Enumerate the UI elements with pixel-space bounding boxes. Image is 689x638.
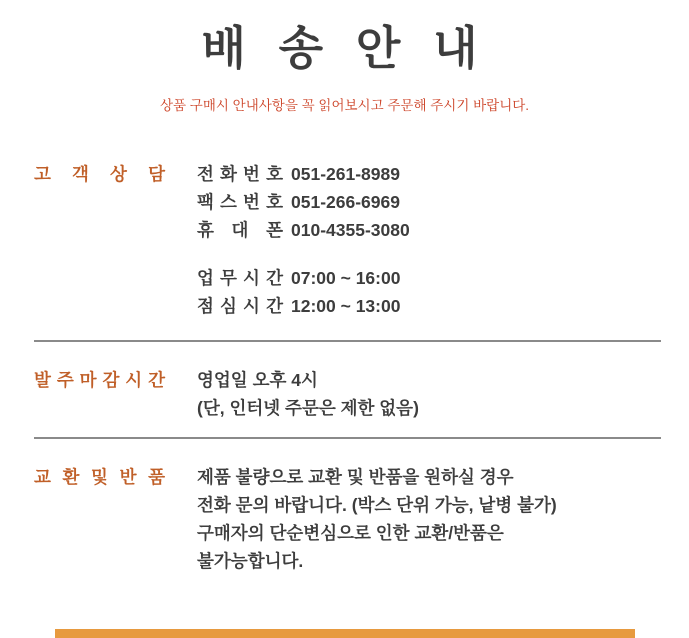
line-key: 업 무 시 간 (197, 268, 283, 288)
page-title: 배 송 안 내 (201, 22, 488, 74)
content-line (197, 292, 669, 320)
section-content-exchange-return (197, 463, 669, 575)
line-value: 010-4355-3080 (291, 220, 410, 240)
page-subtitle: 상품 구매시 안내사항을 꼭 읽어보시고 주문해 주시기 바랍니다. (159, 98, 530, 113)
section-label-order-deadline (34, 366, 197, 394)
line-value: 12:00 ~ 13:00 (291, 296, 401, 316)
section-exchange-return (0, 463, 689, 575)
line-key: 전 화 번 호 (197, 164, 283, 184)
content-line (197, 394, 669, 422)
section-label-text: 발 주 마 감 시 간 (34, 370, 165, 390)
section-content-order-deadline (197, 366, 669, 422)
content-line (197, 547, 669, 575)
content-line (197, 188, 669, 216)
line-key: 팩 스 번 호 (197, 192, 283, 212)
content-line (197, 264, 669, 292)
line-value: 영업일 오후 4시 (197, 370, 318, 390)
section-label-text: 교 환 및 반 품 (34, 467, 165, 487)
line-value: 전화 문의 바랍니다. (박스 단위 가능, 낱병 불가) (197, 495, 557, 515)
section-divider (34, 340, 661, 342)
section-customer-service (0, 160, 689, 320)
line-value: 제품 불량으로 교환 및 반품을 원하실 경우 (197, 467, 514, 487)
section-divider (34, 437, 661, 439)
sections-container (0, 160, 689, 575)
content-line (197, 519, 669, 547)
section-label-exchange-return (34, 463, 197, 491)
content-line (197, 160, 669, 188)
section-content-customer-service (197, 160, 669, 320)
content-line (197, 491, 669, 519)
line-value: (단, 인터넷 주문은 제한 없음) (197, 398, 419, 418)
line-value: 불가능합니다. (197, 551, 304, 571)
section-label-customer-service (34, 160, 197, 188)
line-value: 051-261-8989 (291, 164, 400, 184)
section-label-text: 고 객 상 담 (34, 164, 165, 184)
content-spacer (197, 244, 669, 264)
footer-accent-bar (55, 629, 635, 638)
content-line (197, 216, 669, 244)
content-line (197, 366, 669, 394)
line-value: 07:00 ~ 16:00 (291, 268, 401, 288)
section-order-deadline (0, 366, 689, 422)
line-value: 051-266-6969 (291, 192, 400, 212)
line-key: 휴 대 폰 (197, 220, 283, 240)
line-value: 구매자의 단순변심으로 인한 교환/반품은 (197, 523, 504, 543)
line-key: 점 심 시 간 (197, 296, 283, 316)
content-line (197, 463, 669, 491)
